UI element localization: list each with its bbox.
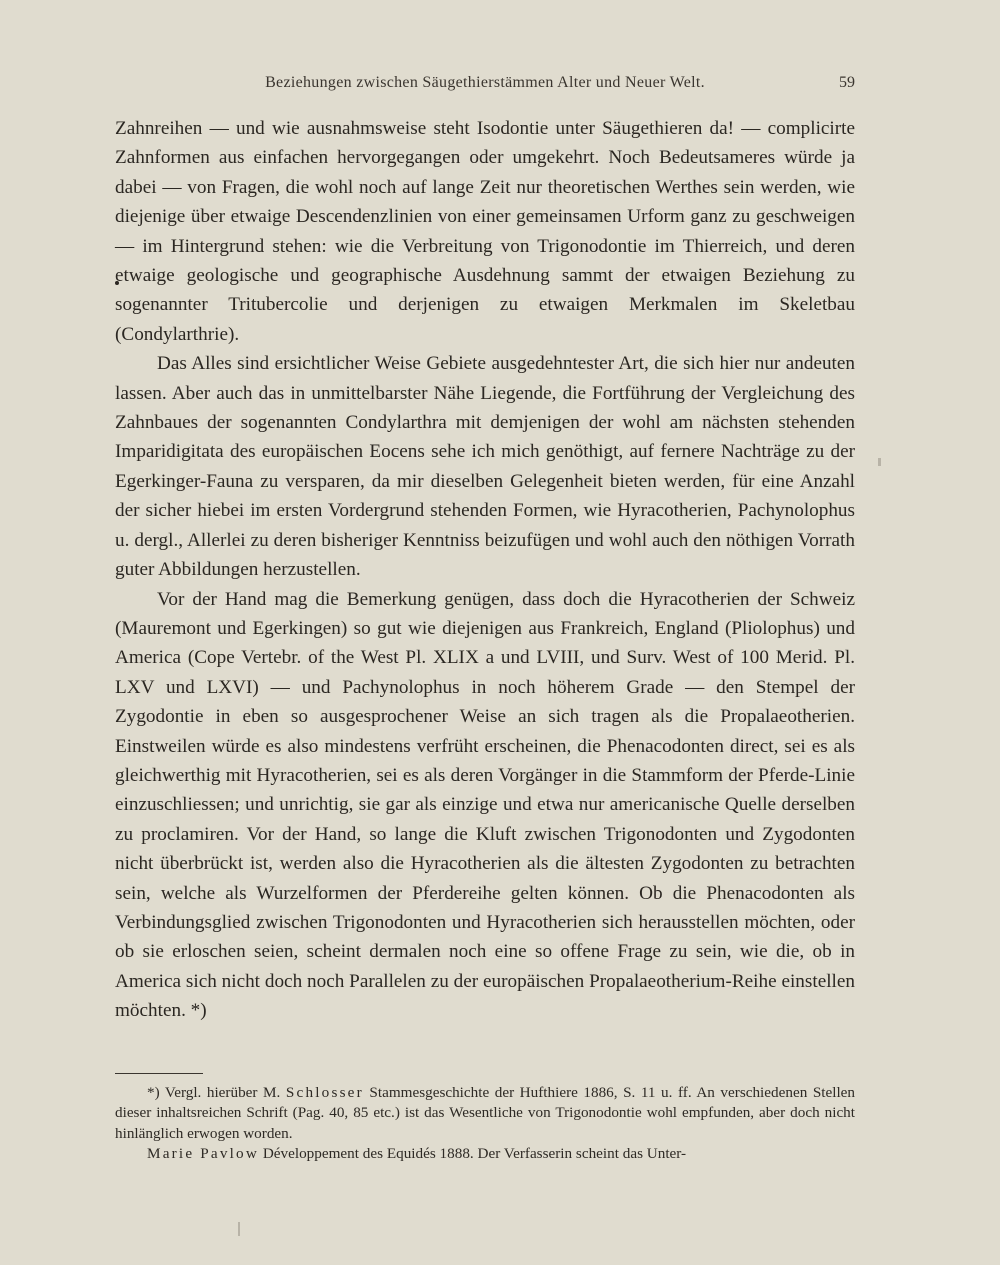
paragraph: Das Alles sind ersichtlicher Weise Gebiete ausgedehntester Art, die sich hier nur andeuten lassen. Aber auch das in unmittelbarster Nähe Liegende, die Fortführung der Vergleichung des Zahnbaues der sogenannten Condylarthra mit demjenigen der wohl am nächsten stehenden Imparidigitata des europäischen Eocens sehe ich mich genöthigt, auf fernere Nachträge zu der Egerkinger-Fauna zu versparen, da mir dieselben Gelegenheit bieten werden, für eine Anzahl der sicher hiebei im ersten Vordergrund stehenden Formen, wie Hyracotherien, Pachynolophus u. dergl., Allerlei zu deren bisheriger Kenntniss beizufügen und wohl auch den nöthigen Vorrath guter Abbildungen herzustellen. bbox=[115, 353, 855, 581]
paragraph: Zahnreihen — und wie ausnahmsweise steht Isodontie unter Säugethieren da! — complicirte Zahnformen aus einfachen hervorgegangen oder umgekehrt. Noch Bedeutsameres würde ja dabei — von Fragen, die wohl noch auf lange Zeit nur theoretischen Werthes sein werden, wie diejenige über etwaige Descendenzlinien von einer gemeinsamen Urform ganz zu geschweigen — im Hintergrund stehen: wie die Verbreitung von Trigonodontie im Thierreich, und deren etwaige geologische und geographische Ausdehnung sammt der etwaigen Beziehung zu sogenannter Tritubercolie und derjenigen zu etwaigen Merkmalen im Skeletbau (Condylarthrie). bbox=[115, 118, 855, 345]
scan-speck bbox=[238, 1222, 240, 1236]
footnote-text: Développement des Equidés 1888. Der Verfasserin scheint das Unter- bbox=[262, 1145, 687, 1163]
running-header bbox=[115, 74, 855, 98]
footnote-author: Marie Pavlow bbox=[147, 1145, 260, 1163]
main-text bbox=[115, 114, 855, 1026]
footnote bbox=[115, 1144, 855, 1164]
paragraph: Vor der Hand mag die Bemerkung genügen, dass doch die Hyracotherien der Schweiz (Mauremont und Egerkingen) so gut wie diejenigen aus Frankreich, England (Pliolophus) und America (Cope Vertebr. of the West Pl. XLIX a und LVIII, und Surv. West of 100 Merid. Pl. LXV und LXVI) — und Pachynolophus in noch höherem Grade — den Stempel der Zygodontie in eben so ausgesprochener Weise an sich tragen als die Propalaeotherien. Einstweilen würde es also mindestens verfrüht erscheinen, die Phenacodonten direct, sei es als gleichwerthig mit Hyracotherien, sei es als deren Vorgänger in die Stammform der Pferde-Linie einzuschliessen; und unrichtig, sie gar als einzige und etwa nur americanische Quelle derselben zu proclamiren. Vor der Hand, so lange die Kluft zwischen Trigonodonten und Zygodonten nicht überbrückt ist, werden also die Hyracotherien als die ältesten Zygodonten zu betrachten sein, welche als Wurzelformen der Pferdereihe gelten können. Ob die Phenacodonten als Verbindungsglied zwischen Trigonodonten und Hyracotherien sich herausstellen möchten, oder ob sie erloschen seien, scheint dermalen noch eine so offene Frage zu sein, wie die, ob in America sich nicht doch noch Parallelen zu der europäischen Propalaeotherium-Reihe einstellen möchten. *) bbox=[115, 588, 855, 1022]
footnotes bbox=[115, 1083, 855, 1165]
footnote-text: Stammesgeschichte der Hufthiere 1886, S. 11 u. ff. An verschiedenen Stellen dieser inhaltsreichen Schrift (Pag. 40, 85 etc.) ist das Wesentliche von Trigonodontie wohl empfunden, aber doch nicht hinlänglich erwogen worden. bbox=[115, 1084, 856, 1142]
page-number: 59 bbox=[839, 74, 855, 91]
footnote-marker: *) Vergl. hierüber M. bbox=[147, 1084, 281, 1101]
footnote bbox=[115, 1083, 855, 1144]
running-title: Beziehungen zwischen Säugethierstämmen Alter und Neuer Welt. bbox=[265, 74, 705, 91]
scan-speck bbox=[878, 458, 881, 466]
footnote-author: Schlosser bbox=[285, 1084, 364, 1101]
footnote-divider bbox=[115, 1073, 203, 1074]
